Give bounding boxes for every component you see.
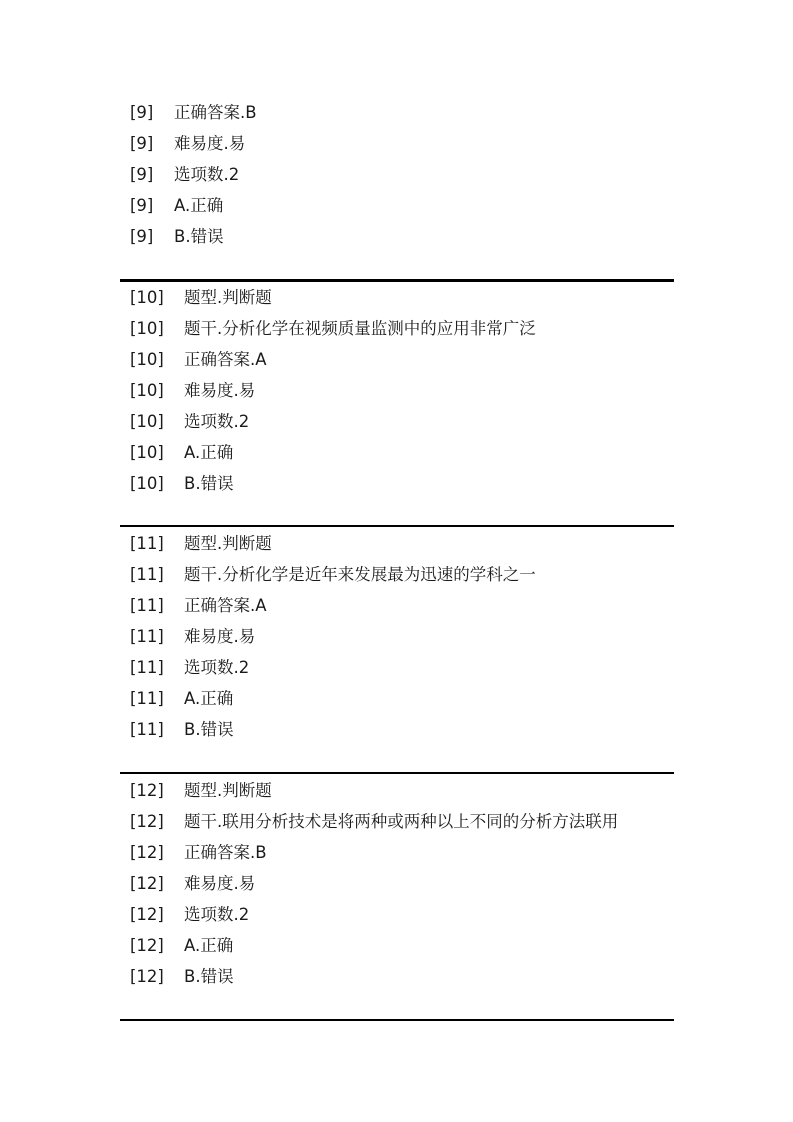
question-line <box>130 590 675 621</box>
question-line <box>130 159 675 190</box>
question-number: [9] <box>130 134 154 153</box>
question-line <box>130 437 675 468</box>
option-b-line: B.错误 <box>174 227 224 246</box>
option-count-line: 选项数.2 <box>184 412 250 431</box>
difficulty-line: 难易度.易 <box>184 627 256 646</box>
question-number: [9] <box>130 227 154 246</box>
question-number: [10] <box>130 350 164 369</box>
option-a-line: A.正确 <box>184 443 234 462</box>
question-number: [11] <box>130 689 164 708</box>
question-line <box>130 406 675 437</box>
question-block-12 <box>130 775 675 992</box>
question-number: [10] <box>130 412 164 431</box>
question-number: [11] <box>130 596 164 615</box>
question-type-line: 题型.判断题 <box>184 781 272 800</box>
question-stem-line: 题干.分析化学在视频质量监测中的应用非常广泛 <box>184 319 536 338</box>
question-line <box>130 97 675 128</box>
question-line <box>130 714 675 745</box>
question-line <box>130 806 675 837</box>
question-line <box>130 652 675 683</box>
question-number: [10] <box>130 474 164 493</box>
question-number: [12] <box>130 967 164 986</box>
question-number: [12] <box>130 781 164 800</box>
section-divider <box>120 772 674 774</box>
question-number: [12] <box>130 843 164 862</box>
question-type-line: 题型.判断题 <box>184 534 272 553</box>
difficulty-line: 难易度.易 <box>184 874 256 893</box>
question-line <box>130 221 675 252</box>
question-line <box>130 375 675 406</box>
question-block-9 <box>130 97 675 252</box>
option-b-line: B.错误 <box>184 474 234 493</box>
question-number: [9] <box>130 103 154 122</box>
question-line <box>130 961 675 992</box>
question-stem-line: 题干.分析化学是近年来发展最为迅速的学科之一 <box>184 565 536 584</box>
question-number: [12] <box>130 936 164 955</box>
question-line <box>130 282 675 313</box>
question-number: [12] <box>130 874 164 893</box>
question-block-10 <box>130 282 675 499</box>
question-number: [12] <box>130 812 164 831</box>
option-a-line: A.正确 <box>184 689 234 708</box>
section-divider <box>120 1019 674 1021</box>
question-line <box>130 344 675 375</box>
question-number: [10] <box>130 319 164 338</box>
question-number: [11] <box>130 720 164 739</box>
option-b-line: B.错误 <box>184 720 234 739</box>
question-line <box>130 621 675 652</box>
question-number: [10] <box>130 443 164 462</box>
question-line <box>130 868 675 899</box>
question-block-11 <box>130 528 675 745</box>
question-number: [11] <box>130 627 164 646</box>
question-line <box>130 775 675 806</box>
question-number: [12] <box>130 905 164 924</box>
question-number: [9] <box>130 196 154 215</box>
question-line <box>130 313 675 344</box>
question-line <box>130 683 675 714</box>
question-line <box>130 128 675 159</box>
question-line <box>130 468 675 499</box>
option-count-line: 选项数.2 <box>174 165 240 184</box>
difficulty-line: 难易度.易 <box>184 381 256 400</box>
question-number: [11] <box>130 534 164 553</box>
question-stem-line: 题干.联用分析技术是将两种或两种以上不同的分析方法联用 <box>184 812 619 831</box>
difficulty-line: 难易度.易 <box>174 134 246 153</box>
option-count-line: 选项数.2 <box>184 905 250 924</box>
question-line <box>130 528 675 559</box>
question-line <box>130 837 675 868</box>
option-a-line: A.正确 <box>174 196 224 215</box>
question-line <box>130 930 675 961</box>
option-b-line: B.错误 <box>184 967 234 986</box>
question-number: [10] <box>130 381 164 400</box>
question-line <box>130 190 675 221</box>
question-number: [10] <box>130 288 164 307</box>
question-number: [11] <box>130 565 164 584</box>
option-a-line: A.正确 <box>184 936 234 955</box>
question-number: [11] <box>130 658 164 677</box>
question-line <box>130 899 675 930</box>
question-number: [9] <box>130 165 154 184</box>
section-divider <box>120 525 674 527</box>
option-count-line: 选项数.2 <box>184 658 250 677</box>
answer-line: 正确答案.A <box>184 596 267 615</box>
answer-line: 正确答案.B <box>184 843 267 862</box>
question-line <box>130 559 675 590</box>
answer-line: 正确答案.A <box>184 350 267 369</box>
question-type-line: 题型.判断题 <box>184 288 272 307</box>
answer-line: 正确答案.B <box>174 103 257 122</box>
